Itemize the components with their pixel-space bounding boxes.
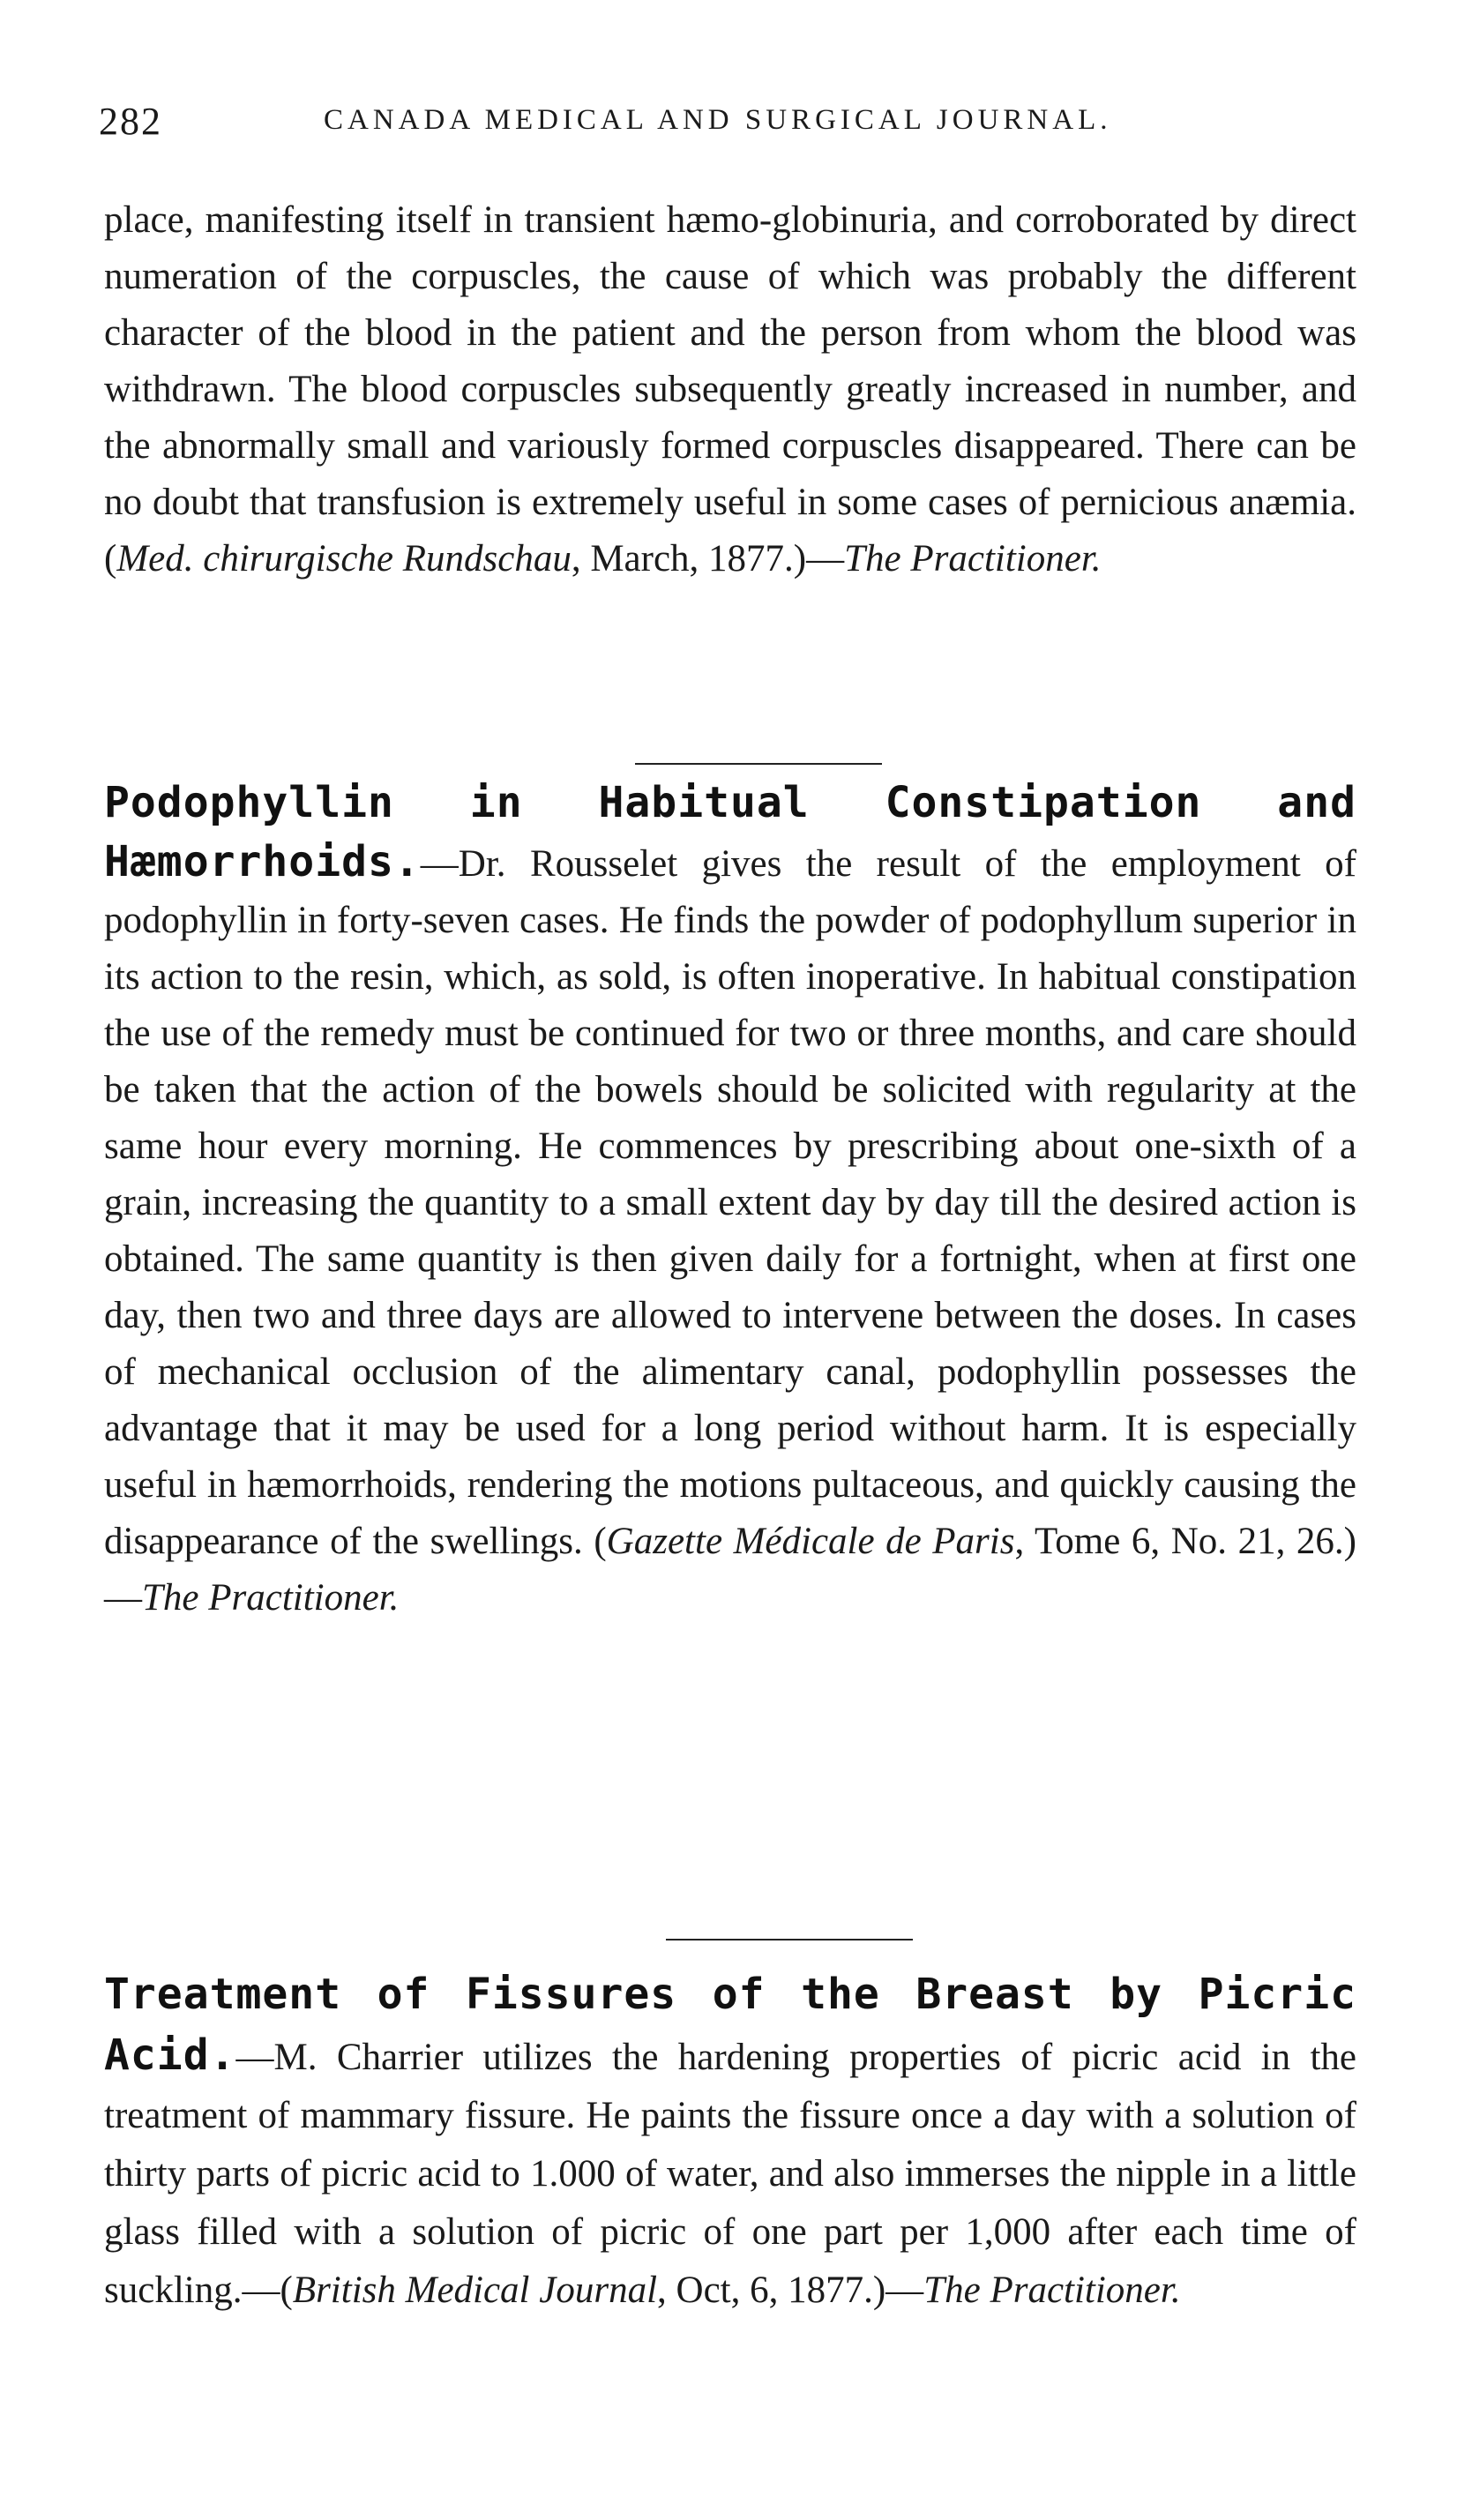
- article-headline: Podophyllin in Habitual Constipation and Hæmorrhoids.: [104, 778, 1356, 886]
- article-body-text: —Dr. Rousselet gives the result of the employment of podophyllin in forty-seven cases. He finds the powder of podophyllum superior in its action to the resin, which, as sold, is often inoperative. In habitual constipation the use of the remedy must be continued for two or three months, and care should be taken that the action of the bowels should be solicited with regularity at the same hour every morning. He commences by prescribing about one-sixth of a grain, increasing the quantity to a small extent day by day till the desired action is obtained. The same quantity is then given daily for a fortnight, when at first one day, then two and three days are allowed to intervene between the doses. In cases of mechanical occlusion of the alimentary canal, podophyllin possesses the advantage that it may be used for a long period without harm. It is especially useful in hæmorrhoids, rendering the motions pultaceous, and quickly causing the disappearance of the swellings. (: [104, 843, 1356, 1562]
- running-head: [99, 99, 1360, 152]
- section-divider: [635, 763, 882, 765]
- credit-line: The Practitioner.: [923, 2269, 1181, 2311]
- section-divider: [666, 1939, 913, 1940]
- article-body-text: —M. Charrier utilizes the hardening properties of picric acid in the treatment of mammary fissure. He paints the fissure once a day with a solution of thirty parts of picric acid to 1.000 of water, and also immerses the nipple in a little glass filled with a solution of picric of one part per 1,000 after each time of suckling.—(: [104, 2037, 1356, 2311]
- journal-title: CANADA MEDICAL AND SURGICAL JOURNAL.: [324, 104, 1112, 136]
- citation-date: , March, 1877.)—: [571, 538, 845, 580]
- credit-line: The Practitioner.: [142, 1577, 400, 1619]
- source-citation: Med. chirurgische Rundschau: [116, 538, 572, 580]
- page-number: 282: [99, 100, 162, 143]
- article-picric-acid: [104, 1965, 1356, 2320]
- article-body-text: place, manifesting itself in transient hæmo-globinuria, and corroborated by direct numeration of the corpuscles, the cause of which was probably the different character of the blood in the patient and the person from whom the blood was withdrawn. The blood corpuscles subsequently greatly increased in number, and the abnormally small and variously formed corpuscles disappeared. There can be no doubt that transfusion is extremely useful in some cases of pernicious anæmia. (: [104, 199, 1356, 580]
- credit-line: The Practitioner.: [844, 538, 1102, 580]
- citation-date: , Oct, 6, 1877.)—: [657, 2269, 924, 2311]
- source-citation: Gazette Médicale de Paris: [606, 1521, 1015, 1562]
- source-citation: British Medical Journal: [292, 2269, 658, 2311]
- article-transfusion-continued: [104, 192, 1356, 587]
- citation-date: , Tome 6, No. 21, 26.) —: [104, 1521, 1356, 1619]
- article-headline: Treatment of Fissures of the Breast by Picric Acid.: [104, 1970, 1356, 2080]
- article-podophyllin: [104, 774, 1356, 1626]
